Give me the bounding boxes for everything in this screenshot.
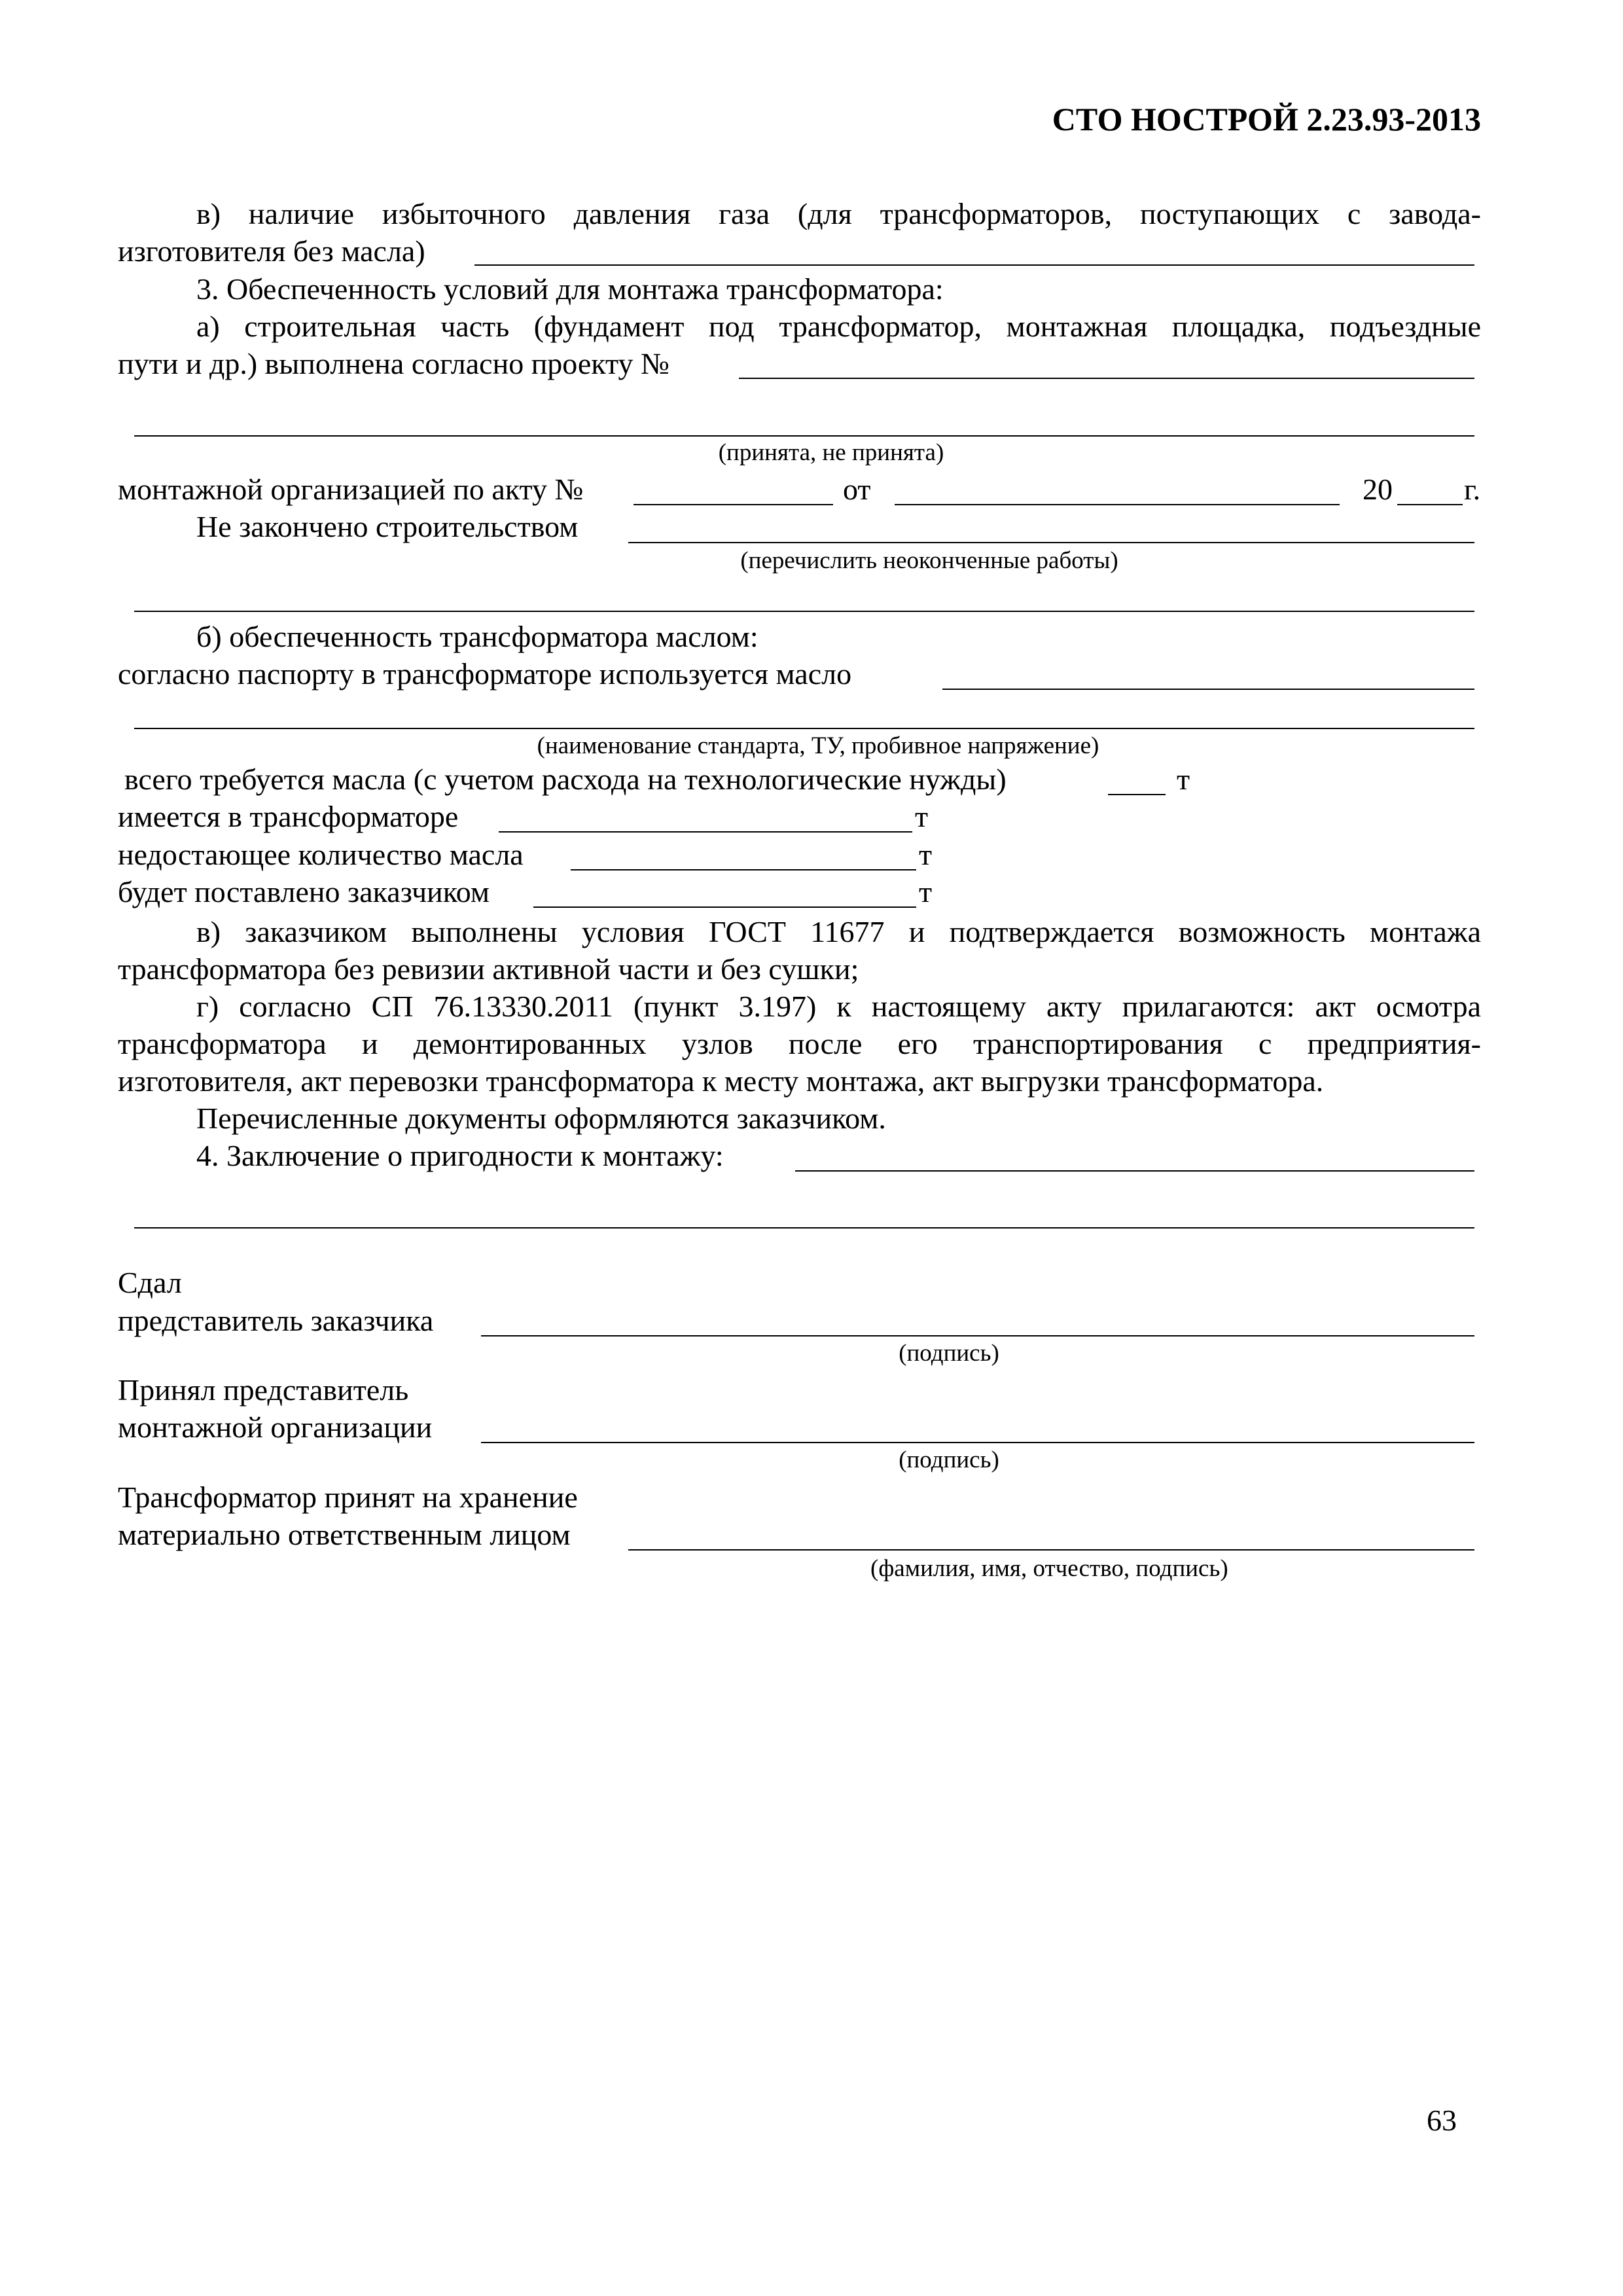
oil-missing-label: недостающее количество масла xyxy=(118,838,524,871)
unfinished-field-line-2[interactable] xyxy=(134,611,1474,612)
oil-available-field-line[interactable] xyxy=(499,831,912,833)
installer-signature-field-line[interactable] xyxy=(481,1442,1474,1443)
oil-available-label: имеется в трансформаторе xyxy=(118,800,459,833)
item-v2-line1: в) заказчиком выполнены условия ГОСТ 11677 и подтверждается возможность монтажа xyxy=(196,915,1481,948)
act-year-prefix: 20 xyxy=(1363,473,1393,506)
item-g-line2: трансформатора и демонтированных узлов после его транспортирования с предприятия- xyxy=(118,1027,1481,1060)
item-g-line3: изготовителя, акт перевозки трансформатора к месту монтажа, акт выгрузки трансформатора. xyxy=(118,1064,1324,1098)
oil-supplied-unit: т xyxy=(919,875,933,908)
act-date-field-line[interactable] xyxy=(895,504,1340,505)
conclusion-field-line-2[interactable] xyxy=(134,1227,1474,1229)
accepted-line1: Принял представитель xyxy=(118,1373,409,1407)
docs-note: Перечисленные документы оформляются заказчиком. xyxy=(196,1102,886,1135)
act-year-suffix: г. xyxy=(1464,473,1481,506)
oil-standard-field-line[interactable] xyxy=(134,728,1474,729)
oil-used-label: согласно паспорту в трансформаторе используется масло xyxy=(118,657,852,691)
oil-missing-field-line[interactable] xyxy=(571,869,916,870)
act-year-field-line[interactable] xyxy=(1397,504,1463,505)
oil-supplied-field-line[interactable] xyxy=(533,906,916,908)
item-a-line2: пути и др.) выполнена согласно проекту № xyxy=(118,347,669,380)
accepted-line2: монтажной организации xyxy=(118,1410,433,1444)
gas-pressure-field-line[interactable] xyxy=(474,264,1474,266)
oil-required-label: всего требуется масла (с учетом расхода на технологические нужды) xyxy=(124,762,1007,796)
unfinished-field-line[interactable] xyxy=(628,542,1474,543)
item-v-line2: изготовителя без масла) xyxy=(118,234,425,268)
storage-signature-field-line[interactable] xyxy=(628,1549,1474,1551)
handed-label: Сдал xyxy=(118,1266,182,1299)
section-3-title: 3. Обеспеченность условий для монтажа трансформатора: xyxy=(196,272,944,306)
item-v-line1: в) наличие избыточного давления газа (для трансформаторов, поступающих с завода- xyxy=(196,197,1481,230)
caption-installer-signature: (подпись) xyxy=(899,1446,999,1473)
act-from-label: от xyxy=(843,473,871,506)
storage-line1: Трансформатор принят на хранение xyxy=(118,1480,578,1514)
oil-required-unit: т xyxy=(1177,762,1190,796)
project-number-field-line[interactable] xyxy=(739,378,1474,379)
caption-fullname: (фамилия, имя, отчество, подпись) xyxy=(870,1555,1228,1582)
document-code-header: СТО НОСТРОЙ 2.23.93-2013 xyxy=(1052,101,1481,137)
item-a-line1: а) строительная часть (фундамент под трансформатор, монтажная площадка, подъездные xyxy=(196,310,1481,343)
item-b-title: б) обеспеченность трансформатора маслом: xyxy=(196,620,758,653)
oil-required-field-line[interactable] xyxy=(1108,794,1166,795)
oil-supplied-label: будет поставлено заказчиком xyxy=(118,875,490,908)
oil-available-unit: т xyxy=(915,800,929,833)
oil-type-field-line[interactable] xyxy=(942,689,1474,690)
caption-accepted: (принята, не принята) xyxy=(718,439,944,466)
caption-customer-signature: (подпись) xyxy=(899,1340,999,1367)
caption-oil: (наименование стандарта, ТУ, пробивное напряжение) xyxy=(537,732,1099,759)
caption-unfinished: (перечислить неоконченные работы) xyxy=(740,547,1118,574)
item-g-line1: г) согласно СП 76.13330.2011 (пункт 3.197) к настоящему акту прилагаются: акт осмотра xyxy=(196,990,1481,1023)
acceptance-field-line[interactable] xyxy=(134,435,1474,437)
customer-signature-field-line[interactable] xyxy=(481,1335,1474,1336)
act-prefix-label: монтажной организацией по акту № xyxy=(118,473,584,506)
page-number: 63 xyxy=(1427,2104,1457,2137)
section-4-title: 4. Заключение о пригодности к монтажу: xyxy=(196,1139,724,1172)
storage-line2: материально ответственным лицом xyxy=(118,1518,571,1551)
conclusion-field-line[interactable] xyxy=(795,1170,1474,1172)
item-v2-line2: трансформатора без ревизии активной части и без сушки; xyxy=(118,952,859,986)
customer-rep-label: представитель заказчика xyxy=(118,1304,434,1337)
oil-missing-unit: т xyxy=(919,838,933,871)
act-number-field-line[interactable] xyxy=(633,504,833,505)
unfinished-label: Не закончено строительством xyxy=(196,510,579,543)
